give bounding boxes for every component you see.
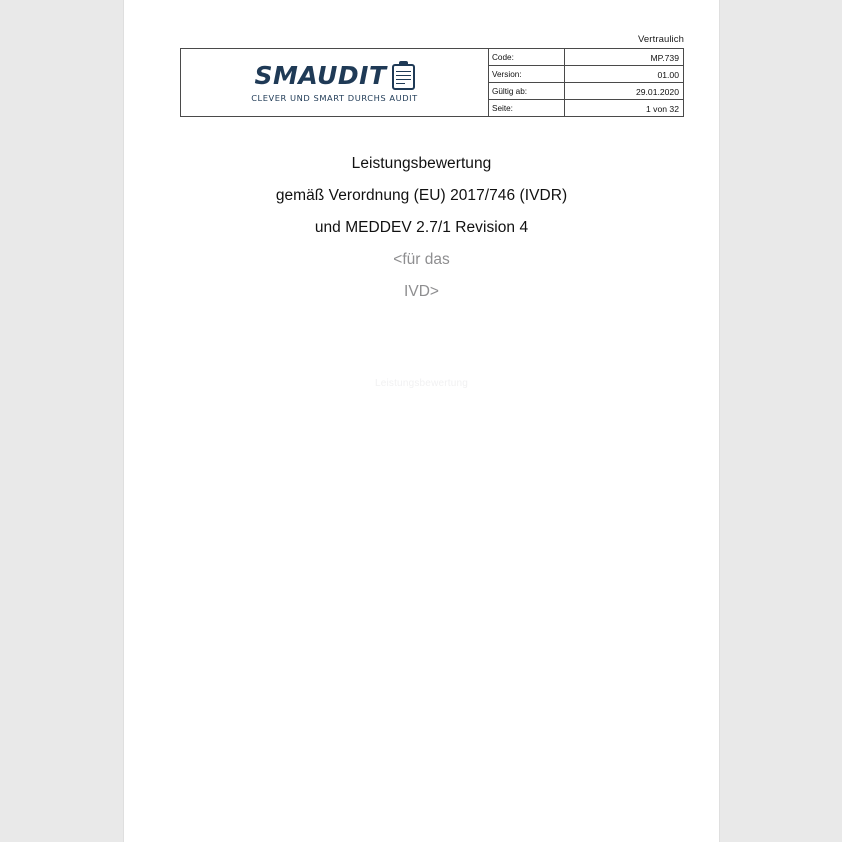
title-subline-meddev: und MEDDEV 2.7/1 Revision 4 — [314, 219, 529, 236]
meta-value-page: 1 von 32 — [646, 103, 679, 114]
meta-label-code: Code: — [489, 49, 565, 65]
table-row — [489, 49, 683, 66]
clipboard-icon — [392, 61, 415, 90]
title-subline-regulation: gemäß Verordnung (EU) 2017/746 (IVDR) — [275, 187, 568, 204]
title-placeholder-device-prefix: <für das — [393, 251, 450, 268]
meta-label-valid-from: Gültig ab: — [489, 83, 565, 99]
meta-label-version: Version: — [489, 66, 565, 82]
meta-value-version: 01.00 — [657, 69, 679, 80]
meta-label-page: Seite: — [489, 100, 565, 116]
watermark-text: Leistungsbewertung — [374, 378, 469, 389]
logo-cell — [181, 49, 489, 116]
table-row — [489, 83, 683, 100]
document-page — [124, 0, 719, 842]
header-meta-table — [489, 49, 683, 116]
table-row — [489, 66, 683, 83]
logo-top-row — [254, 61, 414, 90]
document-header — [180, 48, 684, 117]
confidentiality-label: Vertraulich — [638, 34, 684, 45]
clipboard-line — [396, 71, 411, 73]
brand-wordmark: SMAUDIT — [254, 60, 387, 90]
meta-value-code: MP.739 — [650, 52, 679, 63]
brand-logo — [251, 61, 418, 103]
clipboard-line — [396, 79, 411, 81]
title-placeholder-device-suffix: IVD> — [404, 283, 439, 300]
meta-value-valid-from: 29.01.2020 — [635, 86, 679, 97]
document-title-block — [124, 148, 719, 308]
clipboard-line — [396, 75, 411, 77]
clipboard-board — [392, 64, 415, 90]
clipboard-line — [396, 83, 405, 85]
brand-tagline: CLEVER UND SMART DURCHS AUDIT — [251, 92, 418, 103]
clipboard-clip — [399, 61, 408, 66]
table-row — [489, 100, 683, 116]
page-title: Leistungsbewertung — [351, 155, 492, 172]
